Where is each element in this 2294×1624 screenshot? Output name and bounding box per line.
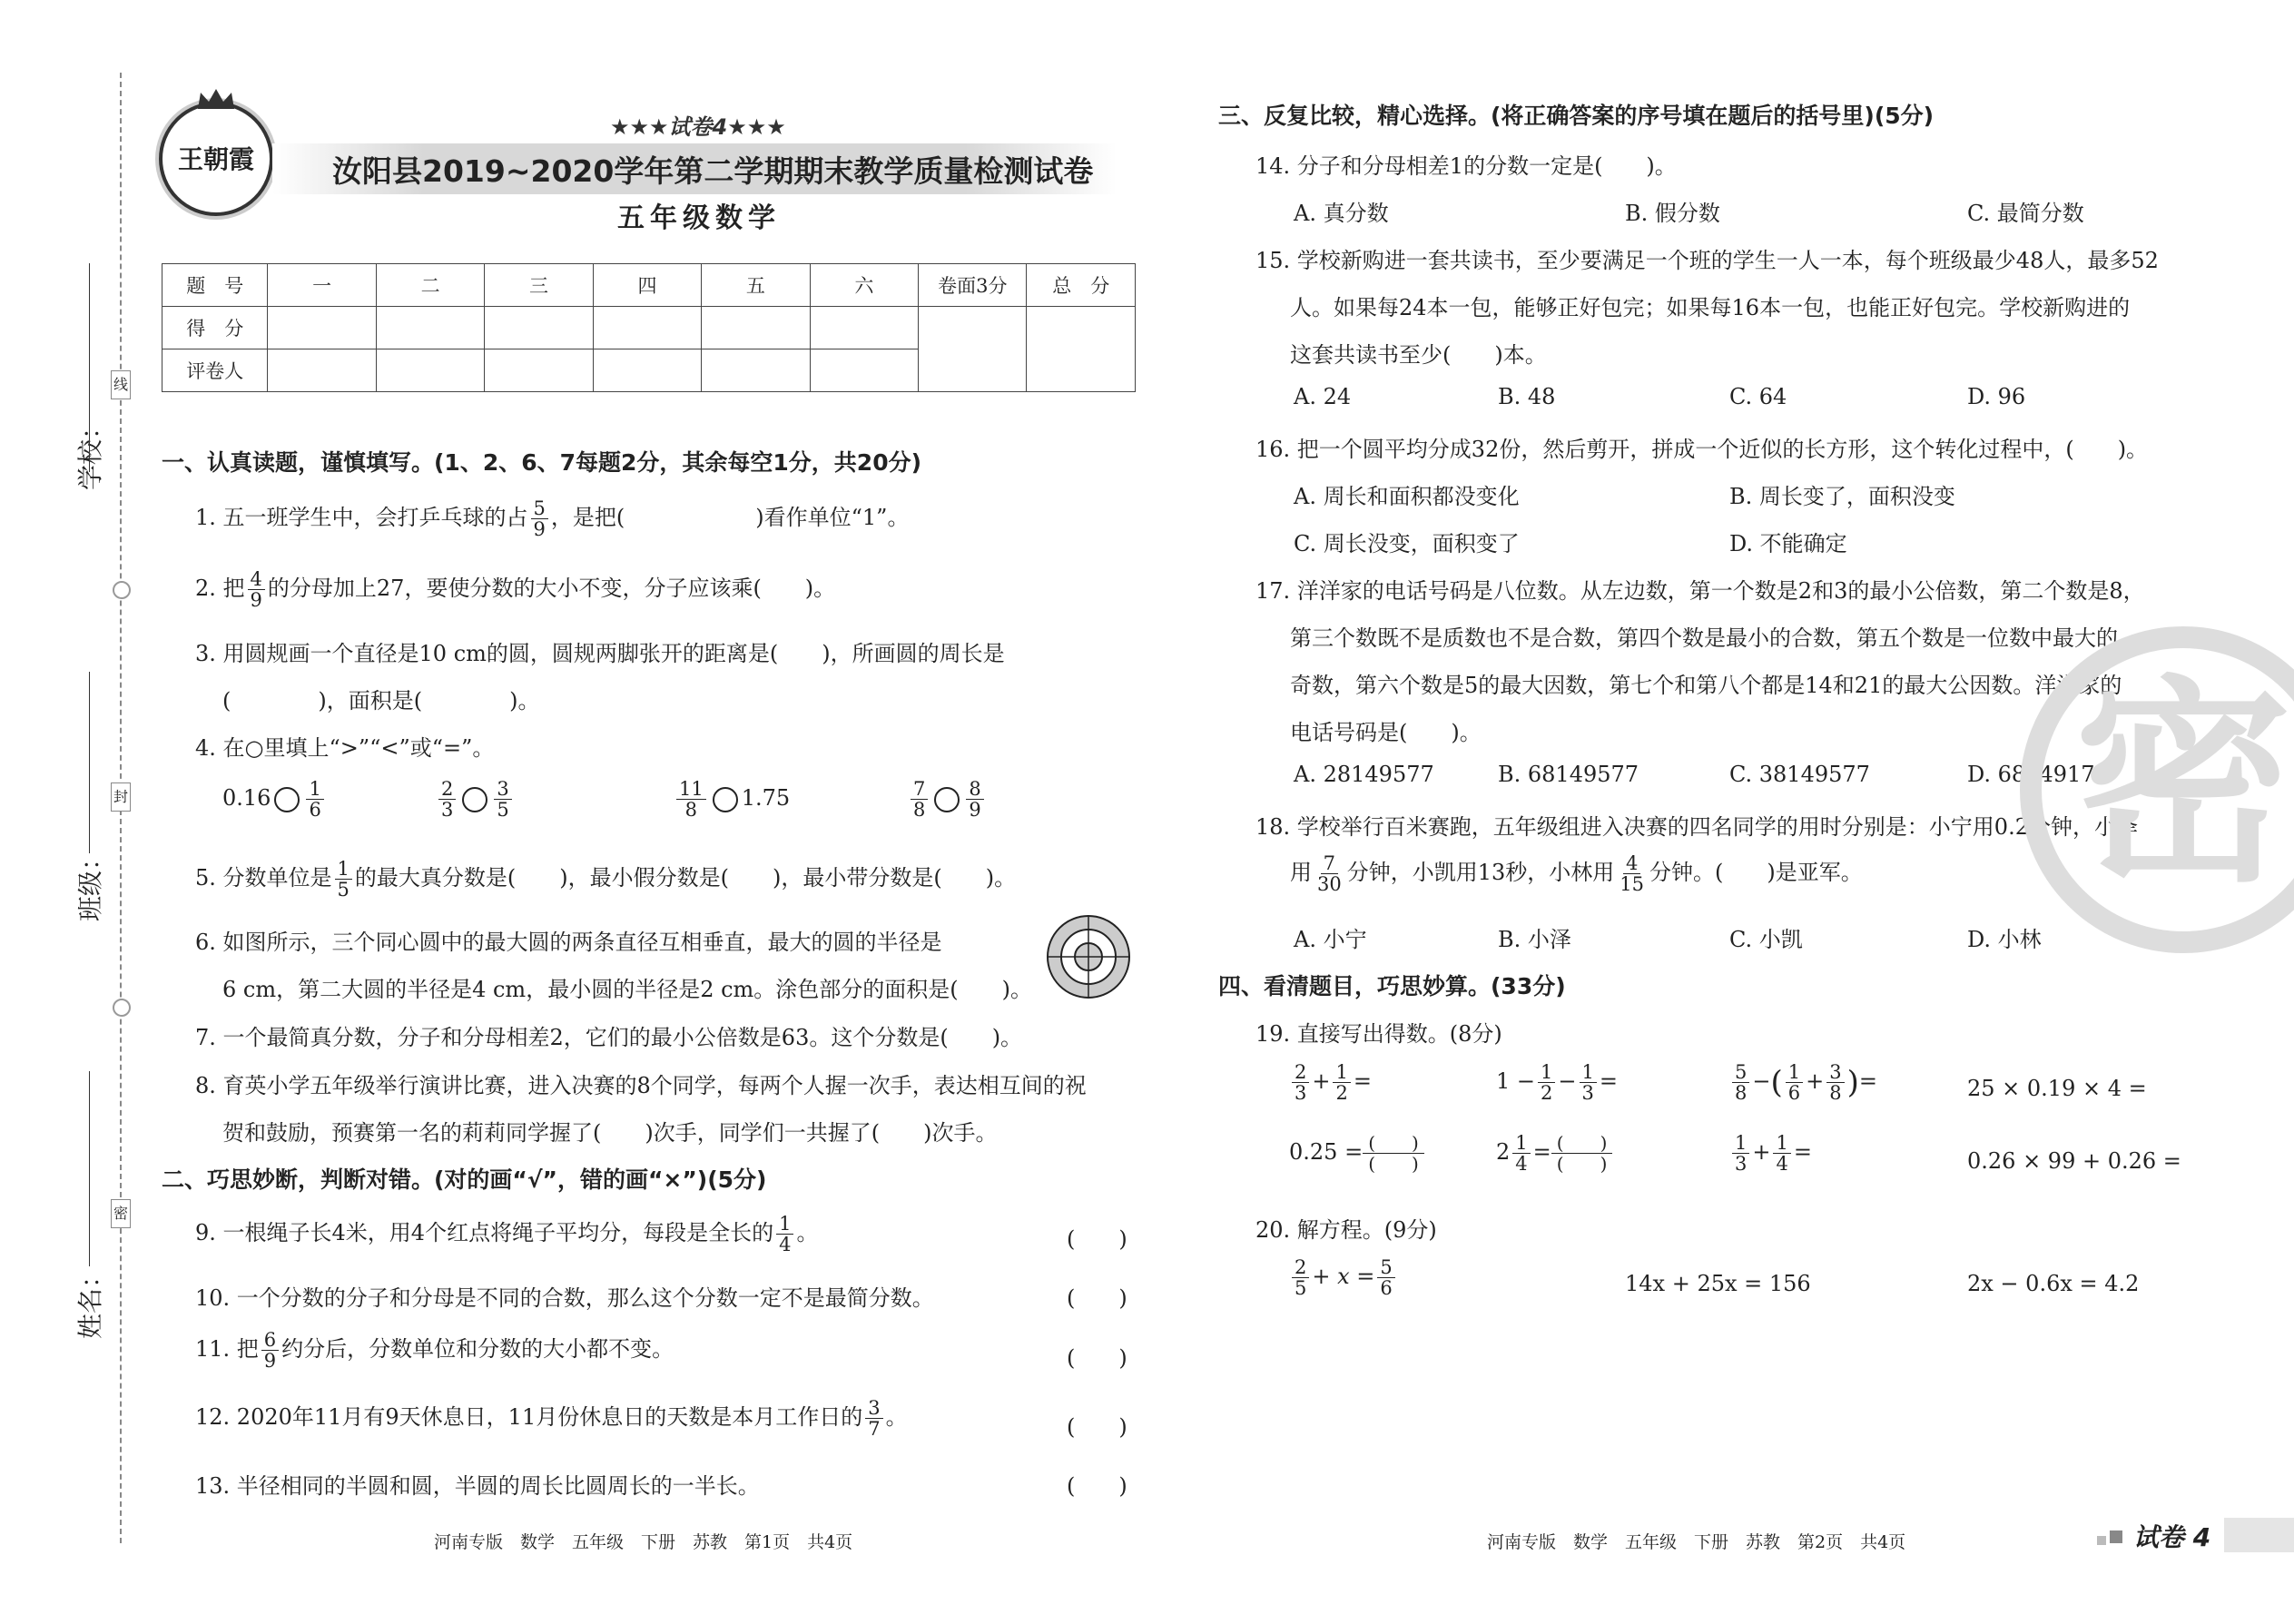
q19-item-6: 2 $\frac{1}{4}$ = ( ) ( )	[1496, 1133, 1612, 1174]
q15-option-d[interactable]: D. 96	[1967, 384, 2026, 409]
score-cell[interactable]	[919, 307, 1027, 392]
answer-blank[interactable]: ( )	[1551, 1133, 1613, 1154]
page-footer-left: 河南专版 数学 五年级 下册 苏教 第1页 共4页	[434, 1532, 853, 1552]
binding-hole	[113, 581, 131, 599]
q19-item-7: $\frac{1}{3}$ + $\frac{1}{4}$ =	[1729, 1133, 1812, 1174]
binding-mark-seal: 封	[111, 782, 131, 812]
compare-circle[interactable]	[934, 787, 960, 812]
crown-icon	[193, 85, 239, 113]
question-6-cont: 6 cm，第二大圆的半径是4 cm，最小圆的半径是2 cm。涂色部分的面积是( )。	[222, 977, 1033, 1002]
q19-item-1: $\frac{2}{3}$ + $\frac{1}{2}$ =	[1289, 1062, 1372, 1103]
secret-watermark-stamp	[2020, 626, 2294, 953]
q19-item-3: $\frac{5}{8}$ −( $\frac{1}{6}$ + $\frac{3}{8}$ )=	[1729, 1062, 1877, 1103]
table-header-cell: 总 分	[1027, 264, 1136, 307]
q15-option-c[interactable]: C. 64	[1729, 384, 1787, 409]
answer-blank[interactable]: ( )	[1556, 1153, 1608, 1176]
table-header-cell: 五	[702, 264, 810, 307]
exam-subtitle: 五年级数学	[617, 202, 781, 234]
question-3-cont: ( )，面积是( )。	[222, 688, 540, 714]
table-header-cell: 三	[485, 264, 593, 307]
q20-equation-1: $\frac{2}{5}$ + x = $\frac{5}{6}$	[1289, 1257, 1398, 1298]
footer-tag-deco	[2097, 1527, 2124, 1549]
question-9: 9. 一根绳子长4米，用4个红点将绳子平均分，每段是全长的 $\frac{1}{4}$ 。	[195, 1213, 819, 1256]
question-20: 20. 解方程。(9分)	[1255, 1217, 1437, 1243]
score-table-score-row	[162, 307, 1136, 349]
question-11: 11. 把 $\frac{6}{9}$ 约分后，分数单位和分数的大小都不变。	[195, 1329, 674, 1373]
question-7: 7. 一个最简真分数，分子和分母相差2，它们的最小公倍数是63。这个分数是( )。	[195, 1025, 1023, 1050]
series-tag: ★★★试卷4★★★	[610, 114, 786, 140]
q17-option-a[interactable]: A. 28149577	[1294, 762, 1434, 787]
table-header-cell: 二	[376, 264, 484, 307]
q19-item-5: 0.25 = ( ) ( )	[1289, 1133, 1424, 1174]
question-3: 3. 用圆规画一个直径是10 cm的圆，圆规两脚张开的距离是( )，所画圆的周长是	[195, 641, 1005, 666]
score-cell[interactable]	[376, 307, 484, 349]
q15-option-b[interactable]: B. 48	[1498, 384, 1556, 409]
question-8-cont: 贺和鼓励，预赛第一名的莉莉同学握了( )次手，同学们一共握了( )次手。	[222, 1120, 998, 1146]
grader-cell[interactable]	[485, 349, 593, 392]
question-17-cont: 电话号码是( )。	[1290, 720, 1482, 745]
q18-option-b[interactable]: B. 小泽	[1498, 927, 1571, 952]
compare-circle[interactable]	[462, 787, 487, 812]
class-label: 班级：	[75, 844, 105, 921]
q16-option-d[interactable]: D. 不能确定	[1729, 531, 1847, 556]
section-2-title: 二、巧思妙断，判断对错。(对的画“√”，错的画“×”)(5分)	[162, 1166, 767, 1193]
class-field[interactable]	[36, 672, 109, 962]
logo-badge	[159, 102, 273, 216]
q16-option-a[interactable]: A. 周长和面积都没变化	[1294, 484, 1520, 509]
binding-margin	[0, 0, 136, 1624]
q4-compare-2: $\frac{2}{3}$ $\frac{3}{5}$	[436, 779, 515, 820]
footer-tag-bar	[2224, 1518, 2294, 1552]
watermark-text: 密	[2073, 657, 2292, 911]
score-cell[interactable]	[702, 307, 810, 349]
question-5: 5. 分数单位是 $\frac{1}{5}$ 的最大真分数是( )，最小假分数是( )，最小带分数是( )。	[195, 858, 1017, 901]
table-header-cell: 四	[593, 264, 701, 307]
question-15: 15. 学校新购进一套共读书，至少要满足一个班的学生一人一本，每个班级最少48人，最多52	[1255, 248, 2159, 273]
compare-circle[interactable]	[713, 787, 738, 812]
name-underline	[89, 1071, 90, 1266]
binding-mark-secret: 密	[111, 1199, 131, 1228]
question-15-cont: 人。如果每24本一包，能够正好包完；如果每16本一包，也能正好包完。学校新购进的	[1290, 295, 2131, 320]
q17-option-b[interactable]: B. 68149577	[1498, 762, 1639, 787]
answer-blank[interactable]: ( )	[1363, 1133, 1424, 1154]
question-13: 13. 半径相同的半圆和圆，半圆的周长比圆周长的一半长。	[195, 1473, 760, 1499]
question-8: 8. 育英小学五年级举行演讲比赛，进入决赛的8个同学，每两个人握一次手，表达相互间的祝	[195, 1073, 1087, 1098]
q18-option-d[interactable]: D. 小林	[1967, 927, 2042, 952]
answer-paren-12[interactable]: ( )	[1067, 1414, 1127, 1440]
fraction: $\frac{4}{9}$	[248, 569, 265, 610]
question-14: 14. 分子和分母相差1的分数一定是( )。	[1255, 153, 1677, 179]
q17-option-c[interactable]: C. 38149577	[1729, 762, 1870, 787]
grader-cell[interactable]	[810, 349, 918, 392]
question-2: 2. 把 $\frac{4}{9}$ 的分母加上27，要使分数的大小不变，分子应该乘( )。	[195, 568, 836, 612]
q19-item-2: 1 − $\frac{1}{2}$ − $\frac{1}{3}$ =	[1496, 1061, 1618, 1105]
answer-paren-10[interactable]: ( )	[1067, 1285, 1127, 1311]
q1-text: 1. 五一班学生中，会打乒乓球的占	[195, 505, 528, 531]
q14-option-b[interactable]: B. 假分数	[1625, 201, 1720, 226]
binding-mark-line: 线	[111, 370, 131, 399]
grader-cell[interactable]	[376, 349, 484, 392]
row-label-grader: 评卷人	[162, 349, 268, 392]
school-underline	[89, 263, 90, 472]
q18-option-c[interactable]: C. 小凯	[1729, 927, 1803, 952]
q4-compare-1: 0.16 $\frac{1}{6}$	[222, 779, 327, 820]
section-1-title: 一、认真读题，谨慎填写。(1、2、6、7每题2分，其余每空1分，共20分)	[162, 449, 922, 476]
table-header-cell: 一	[268, 264, 376, 307]
question-17-cont: 第三个数既不是质数也不是合数，第四个数是最小的合数，第五个数是一位数中最大的	[1290, 625, 2118, 651]
score-cell[interactable]	[810, 307, 918, 349]
question-1	[195, 498, 909, 539]
class-underline	[89, 672, 90, 853]
q1-text: ，是把( )看作单位“1”。	[550, 505, 910, 531]
q18-option-a[interactable]: A. 小宁	[1294, 927, 1367, 952]
section-3-title: 三、反复比较，精心选择。(将正确答案的序号填在题后的括号里)(5分)	[1218, 103, 1935, 129]
q14-option-a[interactable]: A. 真分数	[1294, 201, 1389, 226]
question-19: 19. 直接写出得数。(8分)	[1255, 1021, 1502, 1047]
q16-option-c[interactable]: C. 周长没变，面积变了	[1294, 531, 1520, 556]
binding-hole	[113, 999, 131, 1017]
school-field[interactable]	[36, 263, 109, 554]
q17-option-d[interactable]: D. 68149177	[1967, 762, 2109, 787]
concentric-circles-figure	[1044, 912, 1133, 1001]
page-footer-right: 河南专版 数学 五年级 下册 苏教 第2页 共4页	[1487, 1532, 1906, 1552]
question-10: 10. 一个分数的分子和分母是不同的合数，那么这个分数一定不是最简分数。	[195, 1285, 934, 1311]
section-4-title: 四、看清题目，巧思妙算。(33分)	[1218, 973, 1566, 999]
q15-option-a[interactable]: A. 24	[1294, 384, 1352, 409]
grader-cell[interactable]	[593, 349, 701, 392]
logo-text: 王朝霞	[177, 144, 254, 174]
score-cell[interactable]	[593, 307, 701, 349]
grader-cell[interactable]	[268, 349, 376, 392]
q14-option-c[interactable]: C. 最简分数	[1967, 201, 2084, 226]
score-cell[interactable]	[485, 307, 593, 349]
q20-equation-2: 14x + 25x = 156	[1625, 1271, 1811, 1296]
q4-compare-3: $\frac{11}{8}$ 1.75	[674, 779, 790, 820]
q4-compare-4: $\frac{7}{8}$ $\frac{8}{9}$	[908, 779, 987, 820]
fraction: $\frac{5}{9}$	[531, 498, 548, 539]
footer-exam-tag: 试卷 4	[2133, 1522, 2211, 1552]
table-header-cell: 题 号	[162, 264, 268, 307]
q19-item-8: 0.26 × 99 + 0.26 =	[1967, 1148, 2181, 1174]
compare-circle[interactable]	[274, 787, 300, 812]
answer-paren-13[interactable]: ( )	[1067, 1473, 1127, 1499]
answer-paren-11[interactable]: ( )	[1067, 1345, 1127, 1371]
question-17-cont: 奇数，第六个数是5的最大因数，第七个和第八个都是14和21的最大公因数。洋洋家的	[1290, 673, 2122, 698]
score-cell[interactable]	[268, 307, 376, 349]
school-label: 学校：	[75, 413, 105, 490]
question-17: 17. 洋洋家的电话号码是八位数。从左边数，第一个数是2和3的最小公倍数，第二个数是8，	[1255, 578, 2145, 604]
question-16: 16. 把一个圆平均分成32份，然后剪开，拼成一个近似的长方形，这个转化过程中，( )。	[1255, 437, 2149, 462]
q19-item-4: 25 × 0.19 × 4 =	[1967, 1076, 2147, 1101]
name-label: 姓名：	[75, 1262, 105, 1339]
score-table-header-row	[162, 264, 1136, 307]
question-15-cont: 这套共读书至少( )本。	[1290, 342, 1547, 368]
name-field[interactable]	[36, 1071, 109, 1362]
q16-option-b[interactable]: B. 周长变了，面积没变	[1729, 484, 1955, 509]
answer-paren-9[interactable]: ( )	[1067, 1226, 1127, 1252]
exam-title: 汝阳县2019~2020学年第二学期期末教学质量检测试卷	[332, 153, 1094, 189]
question-4: 4. 在○里填上“>”“<”或“=”。	[195, 735, 495, 761]
question-6: 6. 如图所示，三个同心圆中的最大圆的两条直径互相垂直，最大的圆的半径是	[195, 930, 942, 955]
score-table	[162, 263, 1136, 392]
question-18-cont: 用 $\frac{7}{30}$ 分钟，小凯用13秒，小林用 $\frac{4}{15}$ 分钟。( )是亚军。	[1290, 852, 1863, 896]
grader-cell[interactable]	[702, 349, 810, 392]
table-header-cell: 六	[810, 264, 918, 307]
question-18: 18. 学校举行百米赛跑，五年级组进入决赛的四名同学的用时分别是：小宁用0.2分钟，小泽	[1255, 814, 2138, 840]
table-header-cell: 卷面3分	[919, 264, 1027, 307]
q20-equation-3: 2x − 0.6x = 4.2	[1967, 1271, 2140, 1296]
question-12: 12. 2020年11月有9天休息日，11月份休息日的天数是本月工作日的 $\frac{3}{7}$ 。	[195, 1397, 908, 1441]
answer-blank[interactable]: ( )	[1368, 1153, 1419, 1175]
score-cell[interactable]	[1027, 307, 1136, 392]
row-label-score: 得 分	[162, 307, 268, 349]
